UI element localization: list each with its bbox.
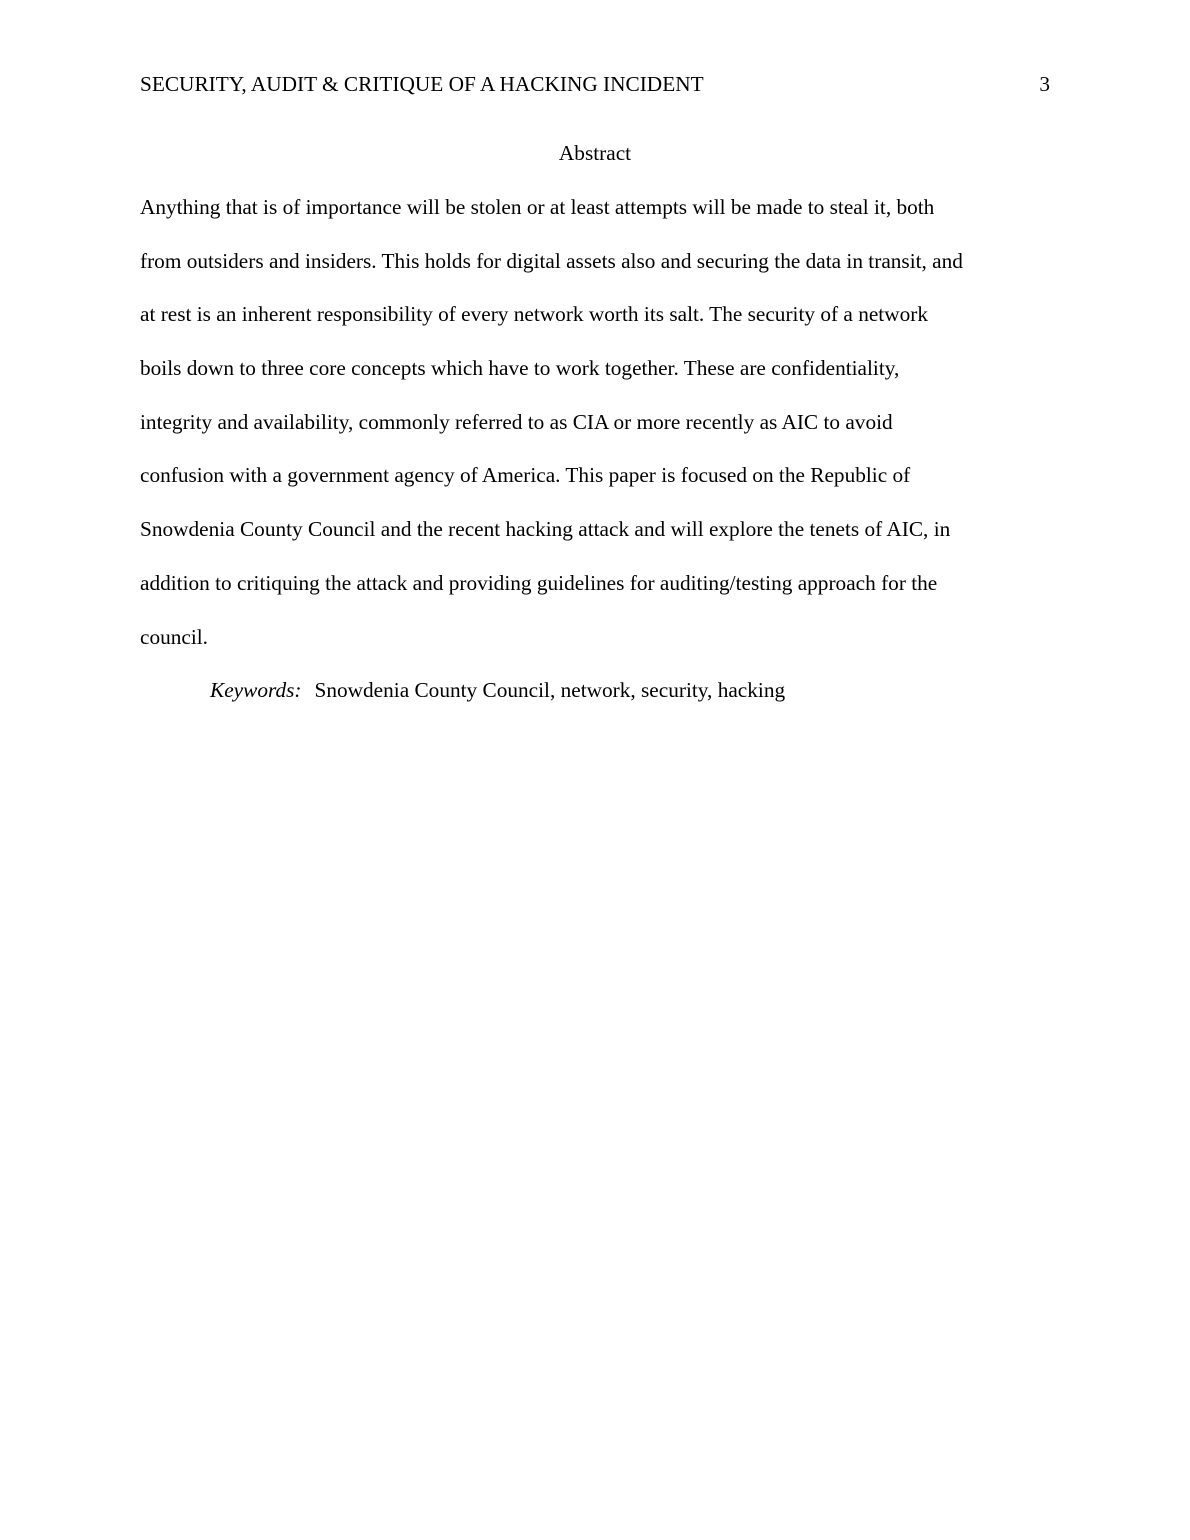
- running-head-title: SECURITY, AUDIT & CRITIQUE OF A HACKING INCIDENT: [140, 72, 704, 96]
- abstract-body: [140, 193, 1060, 676]
- abstract-line: council.: [140, 624, 209, 649]
- abstract-line: integrity and availability, commonly referred to as CIA or more recently as AIC to avoid: [140, 409, 893, 434]
- page-number: 3: [1039, 72, 1050, 96]
- keywords-label: Keywords:: [210, 678, 302, 702]
- abstract-line: addition to critiquing the attack and providing guidelines for auditing/testing approach for the: [140, 570, 938, 595]
- abstract-line: Anything that is of importance will be stolen or at least attempts will be made to steal it, both: [140, 195, 935, 219]
- abstract-line: at rest is an inherent responsibility of every network worth its salt. The security of a network: [140, 302, 928, 327]
- abstract-line: boils down to three core concepts which have to work together. These are confidentiality,: [140, 356, 900, 381]
- abstract-line: from outsiders and insiders. This holds for digital assets also and securing the data in transit, and: [140, 248, 963, 273]
- keywords-line: [210, 676, 785, 704]
- abstract-heading: Abstract: [558, 141, 632, 165]
- running-head: [140, 70, 1050, 98]
- keywords-text: Snowdenia County Council, network, security, hacking: [314, 678, 786, 702]
- abstract-line: Snowdenia County Council and the recent hacking attack and will explore the tenets of AIC, in: [140, 517, 951, 542]
- abstract-line: confusion with a government agency of America. This paper is focused on the Republic of: [140, 463, 911, 488]
